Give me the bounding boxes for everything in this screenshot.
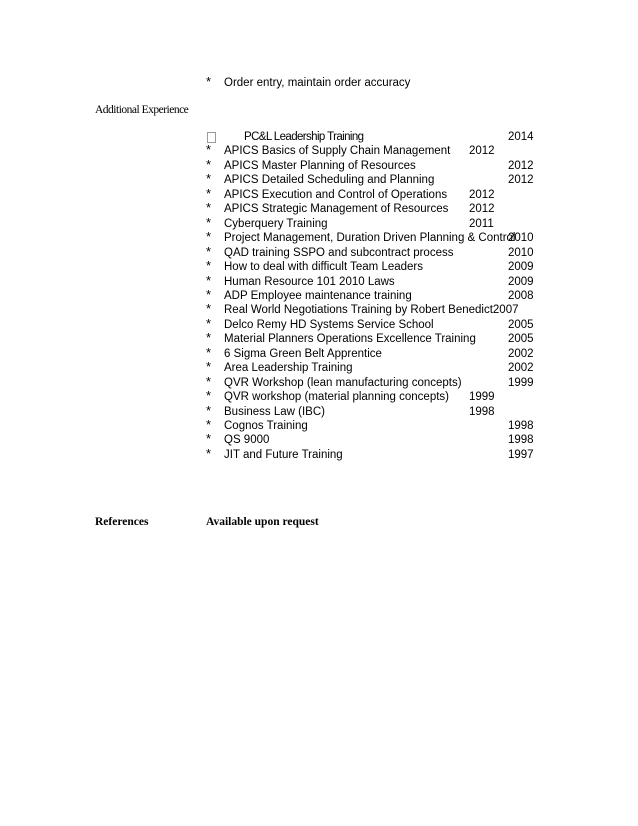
training-year: 2012 <box>508 159 534 172</box>
training-row <box>0 260 638 275</box>
bullet-asterisk: * <box>206 388 212 404</box>
training-name: APICS Strategic Management of Resources <box>224 203 449 216</box>
bullet-asterisk: * <box>206 286 212 302</box>
training-year: 1997 <box>508 448 534 461</box>
training-name: QVR workshop (material planning concepts) <box>224 391 449 404</box>
training-name: Project Management, Duration Driven Planning & Control <box>224 232 516 245</box>
training-name: QAD training SSPO and subcontract process <box>224 246 454 259</box>
training-year: 2012 <box>469 188 495 201</box>
top-item-text: Order entry, maintain order accuracy <box>224 77 411 89</box>
training-name: JIT and Future Training <box>224 448 343 461</box>
training-row <box>0 344 638 362</box>
training-name: ADP Employee maintenance training <box>224 289 412 302</box>
bullet-asterisk: * <box>206 243 212 259</box>
training-row <box>0 272 638 290</box>
training-year: 2011 <box>469 217 494 230</box>
top-list-item <box>0 76 638 91</box>
training-year: 2012 <box>469 145 495 158</box>
training-name: Material Planners Operations Excellence Training <box>224 333 476 346</box>
training-name: Human Resource 101 2010 Laws <box>224 275 395 288</box>
training-row <box>0 390 638 405</box>
training-name: Delco Remy HD Systems Service School <box>224 318 434 331</box>
bullet-asterisk: * <box>206 330 212 346</box>
bullet-asterisk: * <box>206 373 212 389</box>
training-name: APICS Detailed Scheduling and Planning <box>224 174 435 187</box>
section-heading-references: References <box>95 516 149 528</box>
training-year: 2005 <box>508 333 534 346</box>
training-year: 1998 <box>508 434 534 447</box>
bullet-asterisk: * <box>206 315 212 331</box>
training-year: 2010 <box>508 232 534 245</box>
bullet-asterisk: * <box>206 258 212 274</box>
training-row <box>0 315 638 333</box>
training-name: Cyberquery Training <box>224 217 328 230</box>
training-name: APICS Master Planning of Resources <box>224 159 416 172</box>
bullet-asterisk: * <box>206 142 212 158</box>
bullet-asterisk: * <box>206 229 212 245</box>
training-year: 2009 <box>508 261 534 274</box>
training-year: 2012 <box>508 174 534 187</box>
training-year: 2002 <box>508 362 534 375</box>
training-name: APICS Execution and Control of Operations <box>224 188 448 201</box>
training-row <box>0 332 638 347</box>
training-row <box>0 231 638 246</box>
training-row <box>0 361 638 376</box>
training-name: 6 Sigma Green Belt Apprentice <box>224 347 382 360</box>
bullet-asterisk: * <box>206 185 212 201</box>
bullet-asterisk: * <box>206 200 212 216</box>
training-row <box>0 130 638 145</box>
training-year: 1999 <box>508 376 534 389</box>
training-year: 1999 <box>469 391 495 404</box>
bullet-asterisk: * <box>206 301 212 317</box>
training-year: 1998 <box>469 405 495 418</box>
bullet-asterisk: * <box>206 445 212 461</box>
bullet-asterisk: * <box>206 359 212 375</box>
training-year: 2014 <box>508 131 534 143</box>
checkbox-glyph-icon <box>207 132 216 143</box>
training-name: PC&L Leadership Training <box>244 131 364 143</box>
training-row <box>0 185 638 203</box>
bullet-asterisk: * <box>206 344 212 360</box>
section-heading-additional-experience: Additional Experience <box>95 104 189 116</box>
training-row <box>0 156 638 174</box>
bullet-asterisk: * <box>206 417 212 432</box>
training-year: 2009 <box>508 275 534 288</box>
bullet-asterisk: * <box>206 402 212 418</box>
training-year: 2007 <box>492 304 519 317</box>
training-row <box>0 402 638 420</box>
bullet-asterisk: * <box>206 272 212 288</box>
training-row <box>0 202 638 217</box>
training-name: Business Law (IBC) <box>224 405 325 418</box>
training-row <box>0 144 638 159</box>
training-name: APICS Basics of Supply Chain Management <box>224 145 451 158</box>
bullet-asterisk: * <box>206 171 212 187</box>
training-year: 2008 <box>508 289 534 302</box>
training-row <box>0 243 638 261</box>
training-name: How to deal with difficult Team Leaders <box>224 261 424 274</box>
training-row <box>0 286 638 304</box>
training-row <box>0 173 638 188</box>
bullet-asterisk: * <box>206 156 212 172</box>
bullet-asterisk: * <box>206 431 212 447</box>
bullet-asterisk: * <box>206 74 212 89</box>
training-name: Cognos Training <box>224 420 308 432</box>
training-row <box>0 214 638 232</box>
training-row <box>0 373 638 391</box>
references-value: Available upon request <box>206 516 319 528</box>
training-year: 2005 <box>508 318 534 331</box>
training-year: 1998 <box>508 420 534 432</box>
training-name: QVR Workshop (lean manufacturing concepts) <box>224 376 462 389</box>
training-name: Area Leadership Training <box>224 362 353 375</box>
training-year: 2002 <box>508 347 534 360</box>
bullet-asterisk: * <box>206 214 212 230</box>
training-name: QS 9000 <box>224 434 270 447</box>
training-row <box>0 445 638 463</box>
training-name: Real World Negotiations Training by Robert Benedict2007 <box>224 304 519 317</box>
training-row <box>0 419 638 434</box>
training-row <box>0 303 638 318</box>
training-row <box>0 433 638 448</box>
training-year: 2010 <box>508 246 534 259</box>
training-year: 2012 <box>469 203 495 216</box>
